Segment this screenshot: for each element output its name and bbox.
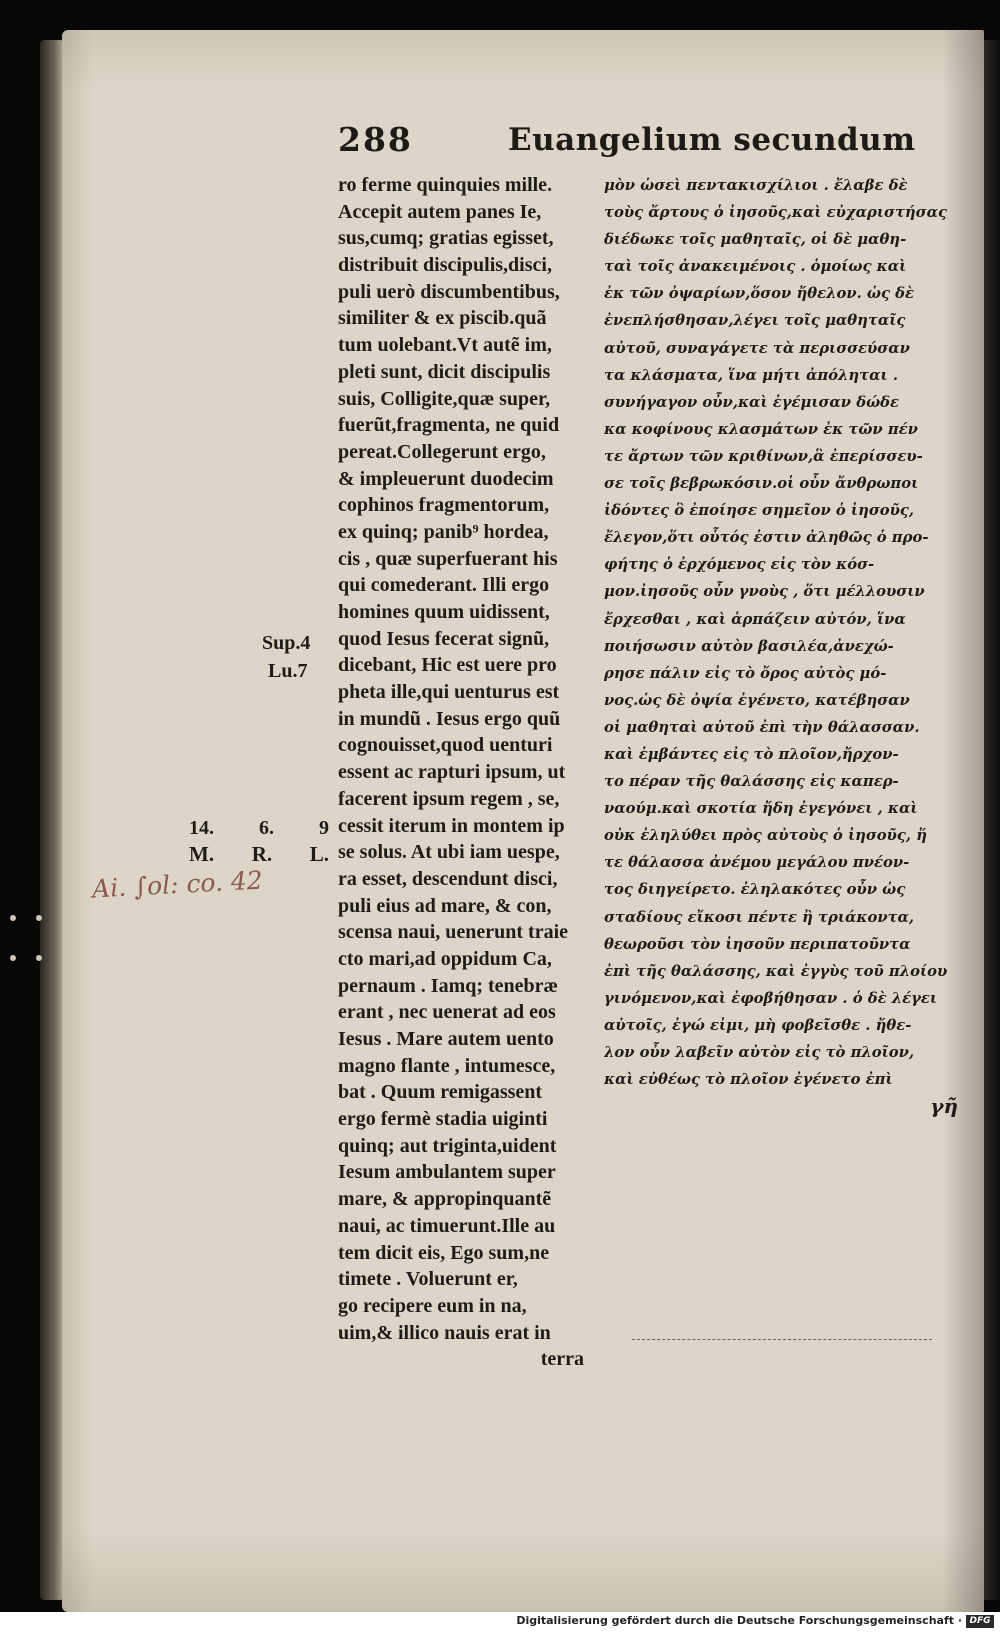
latin-line: ra esset, descendunt disci, (338, 867, 558, 890)
latin-line: uim,& illico nauis erat in (338, 1321, 551, 1344)
greek-line: ταὶ τοῖς ἀνακειμένοις . ὁμοίως καὶ (604, 258, 907, 276)
latin-line: se solus. At ubi iam uespe, (338, 841, 560, 864)
latin-line: fuerũt,fragmenta, ne quid (338, 414, 560, 437)
greek-line: ἰδόντες ὃ ἐποίησε σημεῖον ὁ ἰησοῦς, (604, 502, 915, 520)
greek-line: ἐνεπλήσθησαν,λέγει τοῖς μαθηταῖς (604, 312, 906, 330)
scan-artifact-dot (10, 955, 16, 961)
greek-line: τα κλάσματα, ἵνα μήτι ἀπόληται . (604, 366, 898, 384)
latin-line: Iesus . Mare autem uento (338, 1028, 554, 1050)
latin-line: similiter & ex piscib.quã (338, 307, 547, 330)
greek-line: ἔρχεσθαι , καὶ ἁρπάζειν αὐτόν, ἵνα (604, 610, 906, 628)
greek-line: το πέραν τῆς θαλάσσης εἰς καπερ- (604, 773, 899, 791)
latin-line: quinq; aut triginta,uident (338, 1134, 557, 1157)
greek-text-column (604, 172, 976, 1120)
greek-line: διέδωκε τοῖς μαθηταῖς, οἱ δὲ μαθη- (604, 231, 907, 249)
greek-line: μὸν ὡσεὶ πεντακισχίλιοι . ἔλαβε δὲ (604, 177, 908, 194)
column-rule (632, 1339, 932, 1340)
latin-line: quod Iesus fecerat signũ, (338, 627, 550, 650)
latin-line: bat . Quum remigassent (338, 1081, 543, 1104)
latin-line: cognouisset,quod uenturi (338, 734, 553, 757)
latin-line: puli uerò discumbentibus, (338, 280, 560, 303)
latin-line: pernaum . Iamq; tenebræ (338, 974, 558, 997)
latin-line: puli eius ad mare, & con, (338, 894, 552, 917)
margin-ref-lu: Lu.7 (268, 660, 308, 682)
greek-line: τοὺς ἄρτους ὁ ἰησοῦς,καὶ εὐχαριστήσας (604, 204, 947, 222)
greek-line: καὶ ἐμβάντες εἰς τὸ πλοῖον,ἤρχον- (604, 745, 899, 763)
ref-number: 9 (319, 817, 329, 839)
latin-line: go recipere eum in na, (338, 1294, 527, 1317)
latin-line: distribuit discipulis,disci, (338, 254, 552, 277)
greek-catchword: γῆ (930, 1094, 958, 1119)
latin-line: cto mari,ad oppidum Ca, (338, 947, 552, 970)
latin-line: pleti sunt, dicit discipulis (338, 360, 551, 383)
scan-artifact-dot (10, 915, 16, 921)
latin-line: facerent ipsum regem , se, (338, 787, 560, 810)
greek-line: ἐκ τῶν ὀψαρίων,ὅσον ἤθελον. ὡς δὲ (604, 285, 915, 303)
latin-line: pereat.Collegerunt ergo, (338, 440, 546, 463)
latin-line: tum uolebant.Vt autẽ im, (338, 334, 552, 357)
latin-line: cophinos fragmentorum, (338, 494, 550, 517)
greek-line: γινόμενον,καὶ ἐφοβήθησαν . ὁ δὲ λέγει (604, 989, 938, 1007)
page-number: 288 (338, 120, 413, 159)
margin-ref-numbers (189, 817, 329, 840)
latin-catchword: terra (540, 1348, 584, 1371)
greek-line: σταδίους εἴκοσι πέντε ἢ τριάκοντα, (604, 908, 915, 926)
book-gutter-edge (40, 40, 64, 1600)
latin-line: essent ac rapturi ipsum, ut (338, 761, 566, 784)
ref-number: 6. (259, 817, 274, 839)
greek-line: οὐκ ἐληλύθει πρὸς αὐτοὺς ὁ ἰησοῦς, ἥ (604, 827, 927, 845)
ref-number: 14. (189, 817, 214, 839)
handwritten-annotation: Ai. ∫ol: co. 42 (91, 865, 264, 904)
greek-line: μον.ἰησοῦς οὖν γνοὺς , ὅτι μέλλουσιν (604, 583, 925, 601)
latin-line: mare, & appropinquantẽ (338, 1188, 552, 1211)
latin-line: in mundũ . Iesus ergo quũ (338, 707, 561, 730)
greek-line: ἐπὶ τῆς θαλάσσης, καὶ ἐγγὺς τοῦ πλοίου (604, 962, 948, 980)
latin-line: suis, Colligite,quæ super, (338, 387, 551, 410)
latin-line: cessit iterum in montem ip (338, 814, 565, 837)
latin-line: Accepit autem panes Ie, (338, 200, 542, 223)
latin-line: naui, ac timuerunt.Ille au (338, 1214, 556, 1237)
ref-letter: M. (189, 842, 215, 866)
greek-line: θεωροῦσι τὸν ἰησοῦν περιπατοῦντα (604, 935, 911, 953)
latin-line: timete . Voluerunt er, (338, 1268, 518, 1291)
page-header (0, 120, 1000, 170)
greek-line: συνήγαγον οὖν,καὶ ἐγέμισαν δώδε (604, 393, 900, 411)
greek-line: ρησε πάλιν εἰς τὸ ὄρος αὐτὸς μό- (604, 664, 887, 682)
greek-line: τε θάλασσα ἀνέμου μεγάλου πνέον- (604, 854, 910, 872)
latin-line: sus,cumq; gratias egisset, (338, 227, 554, 250)
latin-line: pheta ille,qui uenturus est (338, 681, 560, 704)
ref-letter: L. (309, 842, 329, 866)
latin-line: cis , quæ superfuerant his (338, 547, 558, 570)
greek-line: ναούμ.καὶ σκοτία ἤδη ἐγεγόνει , καὶ (604, 800, 918, 818)
footer-bar (0, 1612, 1000, 1632)
latin-line: ergo fermè stadia uiginti (338, 1108, 548, 1131)
ref-letter: R. (251, 842, 273, 866)
greek-line: ἔλεγον,ὅτι οὗτός ἐστιν ἀληθῶς ὁ προ- (604, 529, 929, 547)
latin-line: magno flante , intumesce, (338, 1054, 556, 1077)
greek-line: λον οὖν λαβεῖν αὐτὸν εἰς τὸ πλοῖον, (604, 1044, 915, 1061)
latin-line: erant , nec uenerat ad eos (338, 1001, 556, 1024)
latin-line: tem dicit eis, Ego sum,ne (338, 1241, 550, 1264)
greek-line: αὐτοῦ, συναγάγετε τὰ περισσεύσαν (604, 339, 910, 357)
greek-line: τε ἄρτων τῶν κριθίνων,ἃ ἐπερίσσευ- (604, 447, 923, 465)
latin-line: Iesum ambulantem super (338, 1161, 556, 1184)
greek-line: τος διηγείρετο. ἐληλακότες οὖν ὡς (604, 881, 906, 899)
latin-line: ro ferme quinquies mille. (338, 174, 553, 196)
scan-artifact-dot (36, 955, 42, 961)
footer-credit: Digitalisierung gefördert durch die Deutsche Forschungsgemeinschaft · (516, 1614, 962, 1627)
greek-line: ποιήσωσιν αὐτὸν βασιλέα,ἀνεχώ- (604, 637, 894, 655)
latin-line: homines quum uidissent, (338, 601, 550, 623)
dfg-logo-icon: DFG (966, 1615, 994, 1628)
greek-line: οἱ μαθηταὶ αὐτοῦ ἐπὶ τὴν θάλασσαν. (604, 718, 920, 736)
margin-ref-sup: Sup.4 (262, 632, 311, 654)
latin-line: qui comederant. Illi ergo (338, 574, 550, 597)
margin-ref-letters (189, 842, 329, 867)
scan-artifact-dot (36, 915, 42, 921)
latin-text-column (338, 172, 592, 1373)
latin-line: & impleuerunt duodecim (338, 467, 554, 490)
greek-line: αὐτοῖς, ἐγώ εἰμι, μὴ φοβεῖσθε . ἤθε- (604, 1016, 912, 1034)
greek-line: φήτης ὁ ἐρχόμενος εἰς τὸν κόσ- (604, 556, 875, 574)
greek-line: σε τοῖς βεβρωκόσιν.οἱ οὖν ἄνθρωποι (604, 475, 919, 493)
greek-line: νος.ὡς δὲ ὀψία ἐγένετο, κατέβησαν (604, 691, 910, 709)
latin-line: scensa naui, uenerunt traie (338, 921, 568, 944)
greek-line: κα κοφίνους κλασμάτων ἐκ τῶν πέν (604, 420, 918, 438)
greek-line: καὶ εὐθέως τὸ πλοῖον ἐγένετο ἐπὶ (604, 1071, 893, 1089)
latin-line: dicebant, Hic est uere pro (338, 654, 557, 677)
latin-line: ex quinq; panib⁹ hordea, (338, 520, 549, 543)
running-title: Euangelium secundum (508, 122, 916, 158)
